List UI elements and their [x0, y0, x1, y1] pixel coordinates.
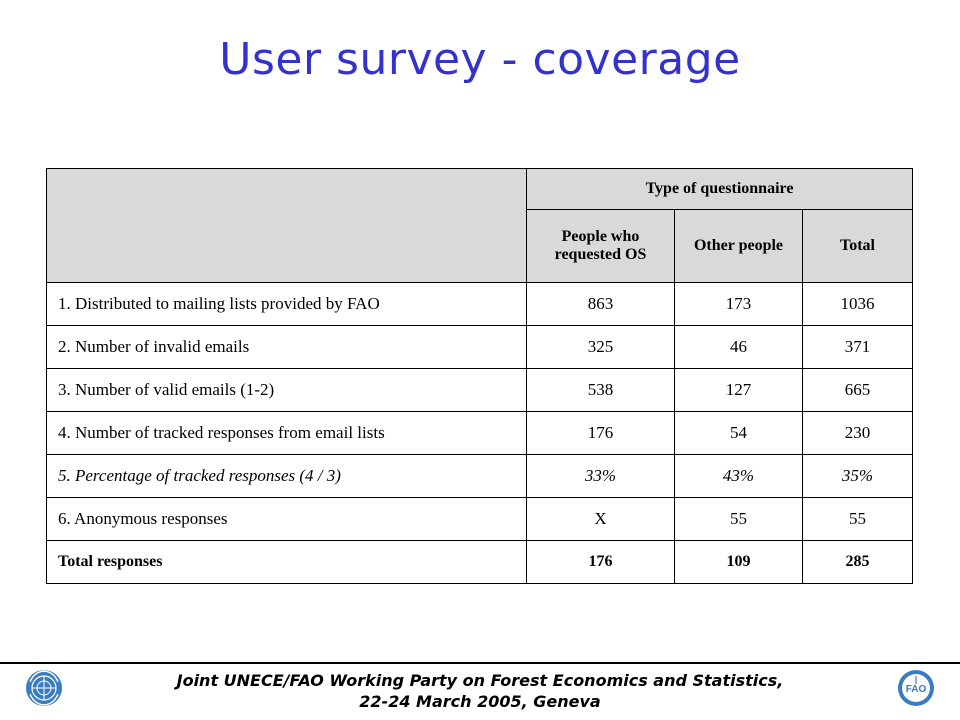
table-cell: 285: [803, 541, 913, 584]
row-label: 4. Number of tracked responses from email lists: [47, 412, 527, 455]
table-row: [47, 369, 913, 412]
footer-caption: [110, 670, 850, 712]
table-row: [47, 283, 913, 326]
column-header: Other people: [675, 210, 803, 283]
table-cell: 173: [675, 283, 803, 326]
table-cell: 55: [803, 498, 913, 541]
table-row: [47, 498, 913, 541]
table-row: [47, 412, 913, 455]
column-header: People who requested OS: [527, 210, 675, 283]
row-label: 2. Number of invalid emails: [47, 326, 527, 369]
table-cell: 109: [675, 541, 803, 584]
un-emblem-icon: [24, 668, 64, 713]
table-cell: 33%: [527, 455, 675, 498]
table-cell: 371: [803, 326, 913, 369]
fao-emblem-text: FAO: [905, 684, 927, 695]
footer-line-2: 22-24 March 2005, Geneva: [359, 692, 601, 711]
row-label: 3. Number of valid emails (1-2): [47, 369, 527, 412]
table-cell: 1036: [803, 283, 913, 326]
survey-table: [46, 168, 913, 584]
table-cell: 55: [675, 498, 803, 541]
fao-emblem-icon: [896, 668, 936, 713]
table-cell: 538: [527, 369, 675, 412]
table-cell: 43%: [675, 455, 803, 498]
table-row: [47, 455, 913, 498]
table-cell: 35%: [803, 455, 913, 498]
group-header: Type of questionnaire: [527, 169, 913, 210]
table-cell: 176: [527, 412, 675, 455]
table-cell: 127: [675, 369, 803, 412]
footer-divider: [0, 662, 960, 664]
table-cell: 46: [675, 326, 803, 369]
table-cell: X: [527, 498, 675, 541]
column-header: Total: [803, 210, 913, 283]
table-cell: 230: [803, 412, 913, 455]
table-header-row: [47, 169, 913, 210]
table-total-row: [47, 541, 913, 584]
row-label: 1. Distributed to mailing lists provided by FAO: [47, 283, 527, 326]
table-cell: 54: [675, 412, 803, 455]
table-row: [47, 326, 913, 369]
header-empty-cell: [47, 169, 527, 283]
slide-title: User survey - coverage: [219, 34, 741, 85]
row-label: Total responses: [47, 541, 527, 584]
table-cell: 325: [527, 326, 675, 369]
footer-line-1: Joint UNECE/FAO Working Party on Forest Economics and Statistics,: [176, 671, 784, 690]
row-label: 5. Percentage of tracked responses (4 / 3): [47, 455, 527, 498]
table-cell: 176: [527, 541, 675, 584]
table-cell: 863: [527, 283, 675, 326]
row-label: 6. Anonymous responses: [47, 498, 527, 541]
table-cell: 665: [803, 369, 913, 412]
